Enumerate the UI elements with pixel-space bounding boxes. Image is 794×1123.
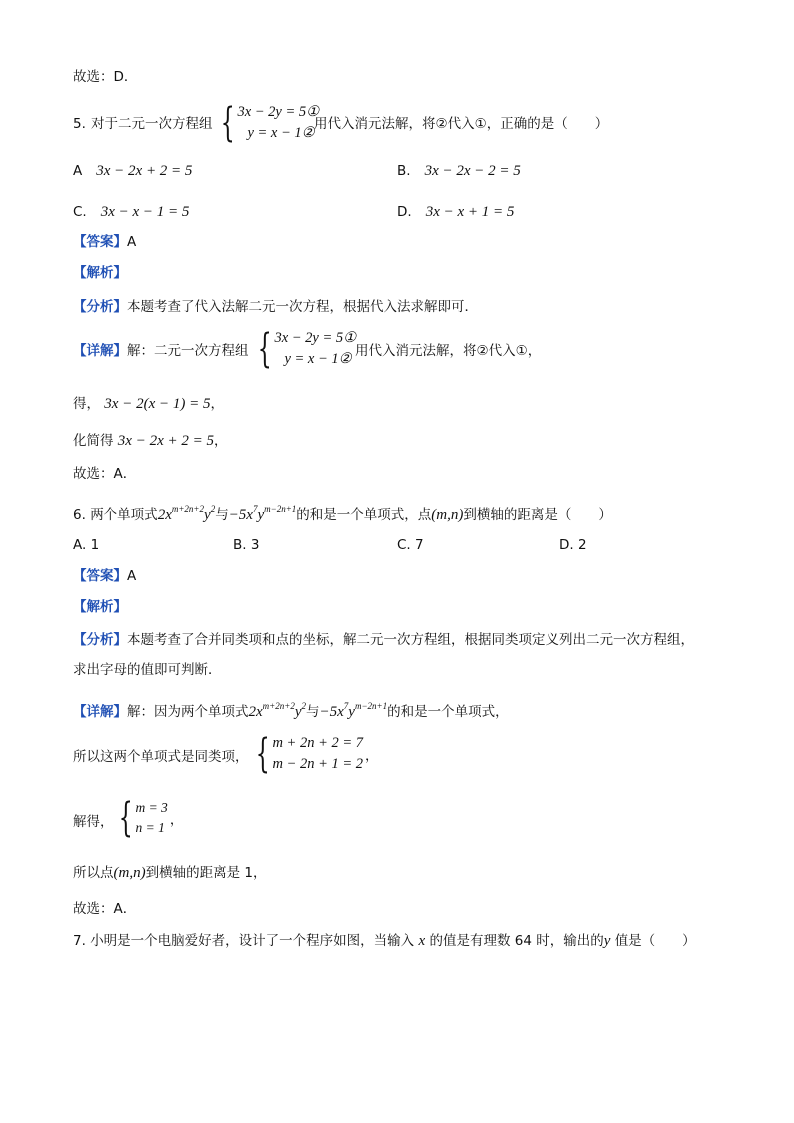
q6-option-b <box>233 536 259 554</box>
q5-conclusion: 故选：A． <box>73 466 137 482</box>
mono-base: −5x <box>228 507 253 523</box>
q6-fenxi-line2: 求出字母的值即可判断． <box>73 662 222 678</box>
q5-option-b <box>397 162 521 180</box>
q6-same-system <box>250 733 379 775</box>
system-row: m = 3 <box>135 800 168 815</box>
q6-option-d <box>559 536 587 554</box>
step-suffix: ， <box>213 433 228 449</box>
system-row: m − 2n + 1 = 2 <box>272 756 364 772</box>
q6-solve-prefix: 解得， <box>73 814 114 830</box>
q6-stem-c: 到横轴的距离是（ ） <box>463 507 612 523</box>
question-7 <box>73 932 696 950</box>
mono-y-exponent: 2 <box>210 504 216 514</box>
q6-answer <box>73 567 136 585</box>
mono-y: y <box>204 507 211 523</box>
q6-conclusion: 故选：A． <box>73 901 137 917</box>
option-label: B. <box>233 537 247 553</box>
dist-suffix: 到横轴的距离是 1， <box>145 865 267 881</box>
xiangjie-tag: 【详解】 <box>73 343 127 359</box>
option-label: D. <box>559 537 574 553</box>
q5-analysis-tag: 【解析】 <box>73 265 127 281</box>
dist-prefix: 所以点 <box>73 865 114 881</box>
step-expr: 3x − 2x + 2 = 5 <box>117 433 214 449</box>
system-row: m + 2n + 2 = 7 <box>272 735 364 751</box>
brace: { <box>220 100 235 146</box>
answer-tag: 【答案】 <box>73 568 127 584</box>
and-text: 与 <box>306 704 320 720</box>
q5-option-a <box>73 162 192 180</box>
q6-stem <box>73 500 612 524</box>
monomial-2 <box>319 701 388 720</box>
system-row: y = x − 1② <box>284 351 352 367</box>
q7-stem-a: 小明是一个电脑爱好者，设计了一个程序如图，当输入 <box>90 933 415 949</box>
option-expr: 3x − 2x − 2 = 5 <box>424 163 521 179</box>
point: (m,n) <box>113 865 146 881</box>
mono-y: y <box>348 704 355 720</box>
option-expr: 3x − x + 1 = 5 <box>425 204 515 220</box>
q5-answer <box>73 233 136 251</box>
step-prefix: 化简得 <box>73 433 114 449</box>
mono-exponent: 7 <box>252 504 258 514</box>
xiangjie-b: 的和是一个单项式， <box>387 704 509 720</box>
fenxi-tag: 【分析】 <box>73 632 127 648</box>
q6-same-prefix: 所以这两个单项式是同类项， <box>73 749 249 765</box>
q5-stem-b: 用代入消元法解，将②代入①，正确的是（ ） <box>314 116 609 132</box>
q5-step2 <box>73 432 227 450</box>
mono-y: y <box>257 507 265 523</box>
mono-exponent: 7 <box>343 701 349 711</box>
system-row: y = x − 1② <box>247 125 315 141</box>
brace: { <box>257 326 272 372</box>
q7-stem-c: 值是（ ） <box>614 933 696 949</box>
mono-exponent: m+2n+2 <box>262 701 295 711</box>
brace: { <box>255 731 270 777</box>
q6-stem-a: 两个单项式 <box>90 507 158 523</box>
mono-y: y <box>294 704 302 720</box>
q6-analysis-tag: 【解析】 <box>73 599 127 615</box>
q6-option-a <box>73 536 99 554</box>
answer-value: A <box>127 568 137 584</box>
option-expr: 3x − 2x + 2 = 5 <box>96 163 193 179</box>
step-prefix: 得， <box>73 396 100 412</box>
xiangjie-tag: 【详解】 <box>73 704 127 720</box>
system-suffix: ， <box>169 812 184 828</box>
option-label: B. <box>397 163 411 179</box>
q6-stem-b: 的和是一个单项式，点 <box>296 507 432 523</box>
option-label: D. <box>397 204 412 220</box>
q5-option-d <box>397 203 514 221</box>
var-x: x <box>418 933 426 949</box>
mono-y-exponent: m−2n+1 <box>354 701 388 711</box>
q6-option-c <box>397 536 424 554</box>
option-value: 3 <box>250 537 260 553</box>
answer-tag: 【答案】 <box>73 234 127 250</box>
fenxi-text: 本题考查了合并同类项和点的坐标，解二元一次方程组，根据同类项定义列出二元一次方程组， <box>127 632 694 648</box>
brace: { <box>118 795 133 841</box>
option-label: A <box>73 163 83 179</box>
option-value: 2 <box>577 537 587 553</box>
q5-xiangjie-b: 用代入消元法解，将②代入①， <box>355 343 542 359</box>
mono-y-exponent: 2 <box>301 701 306 711</box>
var-y: y <box>603 933 611 949</box>
q7-number: 7. <box>73 933 86 949</box>
q6-solve-system <box>113 795 184 841</box>
q5-number: 5. <box>73 116 86 132</box>
step-expr: 3x − 2(x − 1) = 5 <box>104 396 211 412</box>
q7-stem-b: 的值是有理数 64 时，输出的 <box>429 933 604 949</box>
mono-y-exponent: m−2n+1 <box>264 504 297 514</box>
system-row: 3x − 2y = 5① <box>274 330 357 346</box>
monomial-1 <box>248 701 307 720</box>
monomial-1 <box>157 504 216 523</box>
system-row: n = 1 <box>135 820 165 835</box>
fenxi-tag: 【分析】 <box>73 299 127 315</box>
option-label: C. <box>397 537 411 553</box>
prev-conclusion: 故选：D． <box>73 69 138 85</box>
system-row: 3x − 2y = 5① <box>237 104 320 120</box>
fenxi-text: 本题考查了代入法解二元一次方程，根据代入法求解即可． <box>127 299 478 315</box>
xiangjie-text: 解：因为两个单项式 <box>127 704 249 720</box>
q6-xiangjie <box>73 697 509 721</box>
q6-distance <box>73 864 266 882</box>
mono-base: 2x <box>248 704 263 720</box>
mono-base: 2x <box>157 507 172 523</box>
q5-equation-system <box>215 102 319 144</box>
q5-stem-a: 对于二元一次方程组 <box>91 116 213 132</box>
option-value: 7 <box>415 537 424 553</box>
q5-xiangjie-system <box>252 328 356 370</box>
option-label: A. <box>73 537 87 553</box>
q6-number: 6. <box>73 507 86 523</box>
monomial-2 <box>228 504 297 523</box>
step-suffix: ， <box>210 396 224 412</box>
and-text: 与 <box>215 507 229 523</box>
q5-step1 <box>73 395 224 413</box>
system-suffix: ， <box>365 748 379 764</box>
q5-option-c <box>73 203 189 221</box>
point: (m,n) <box>431 507 464 523</box>
mono-exponent: m+2n+2 <box>171 504 205 514</box>
q6-fenxi <box>73 631 694 649</box>
q5-xiangjie <box>73 342 249 360</box>
option-label: C. <box>73 204 87 220</box>
option-value: 1 <box>90 537 100 553</box>
option-expr: 3x − x − 1 = 5 <box>100 204 190 220</box>
q5-fenxi <box>73 298 478 316</box>
mono-base: −5x <box>319 704 344 720</box>
answer-value: A <box>127 234 137 250</box>
xiangjie-text: 解：二元一次方程组 <box>127 343 249 359</box>
